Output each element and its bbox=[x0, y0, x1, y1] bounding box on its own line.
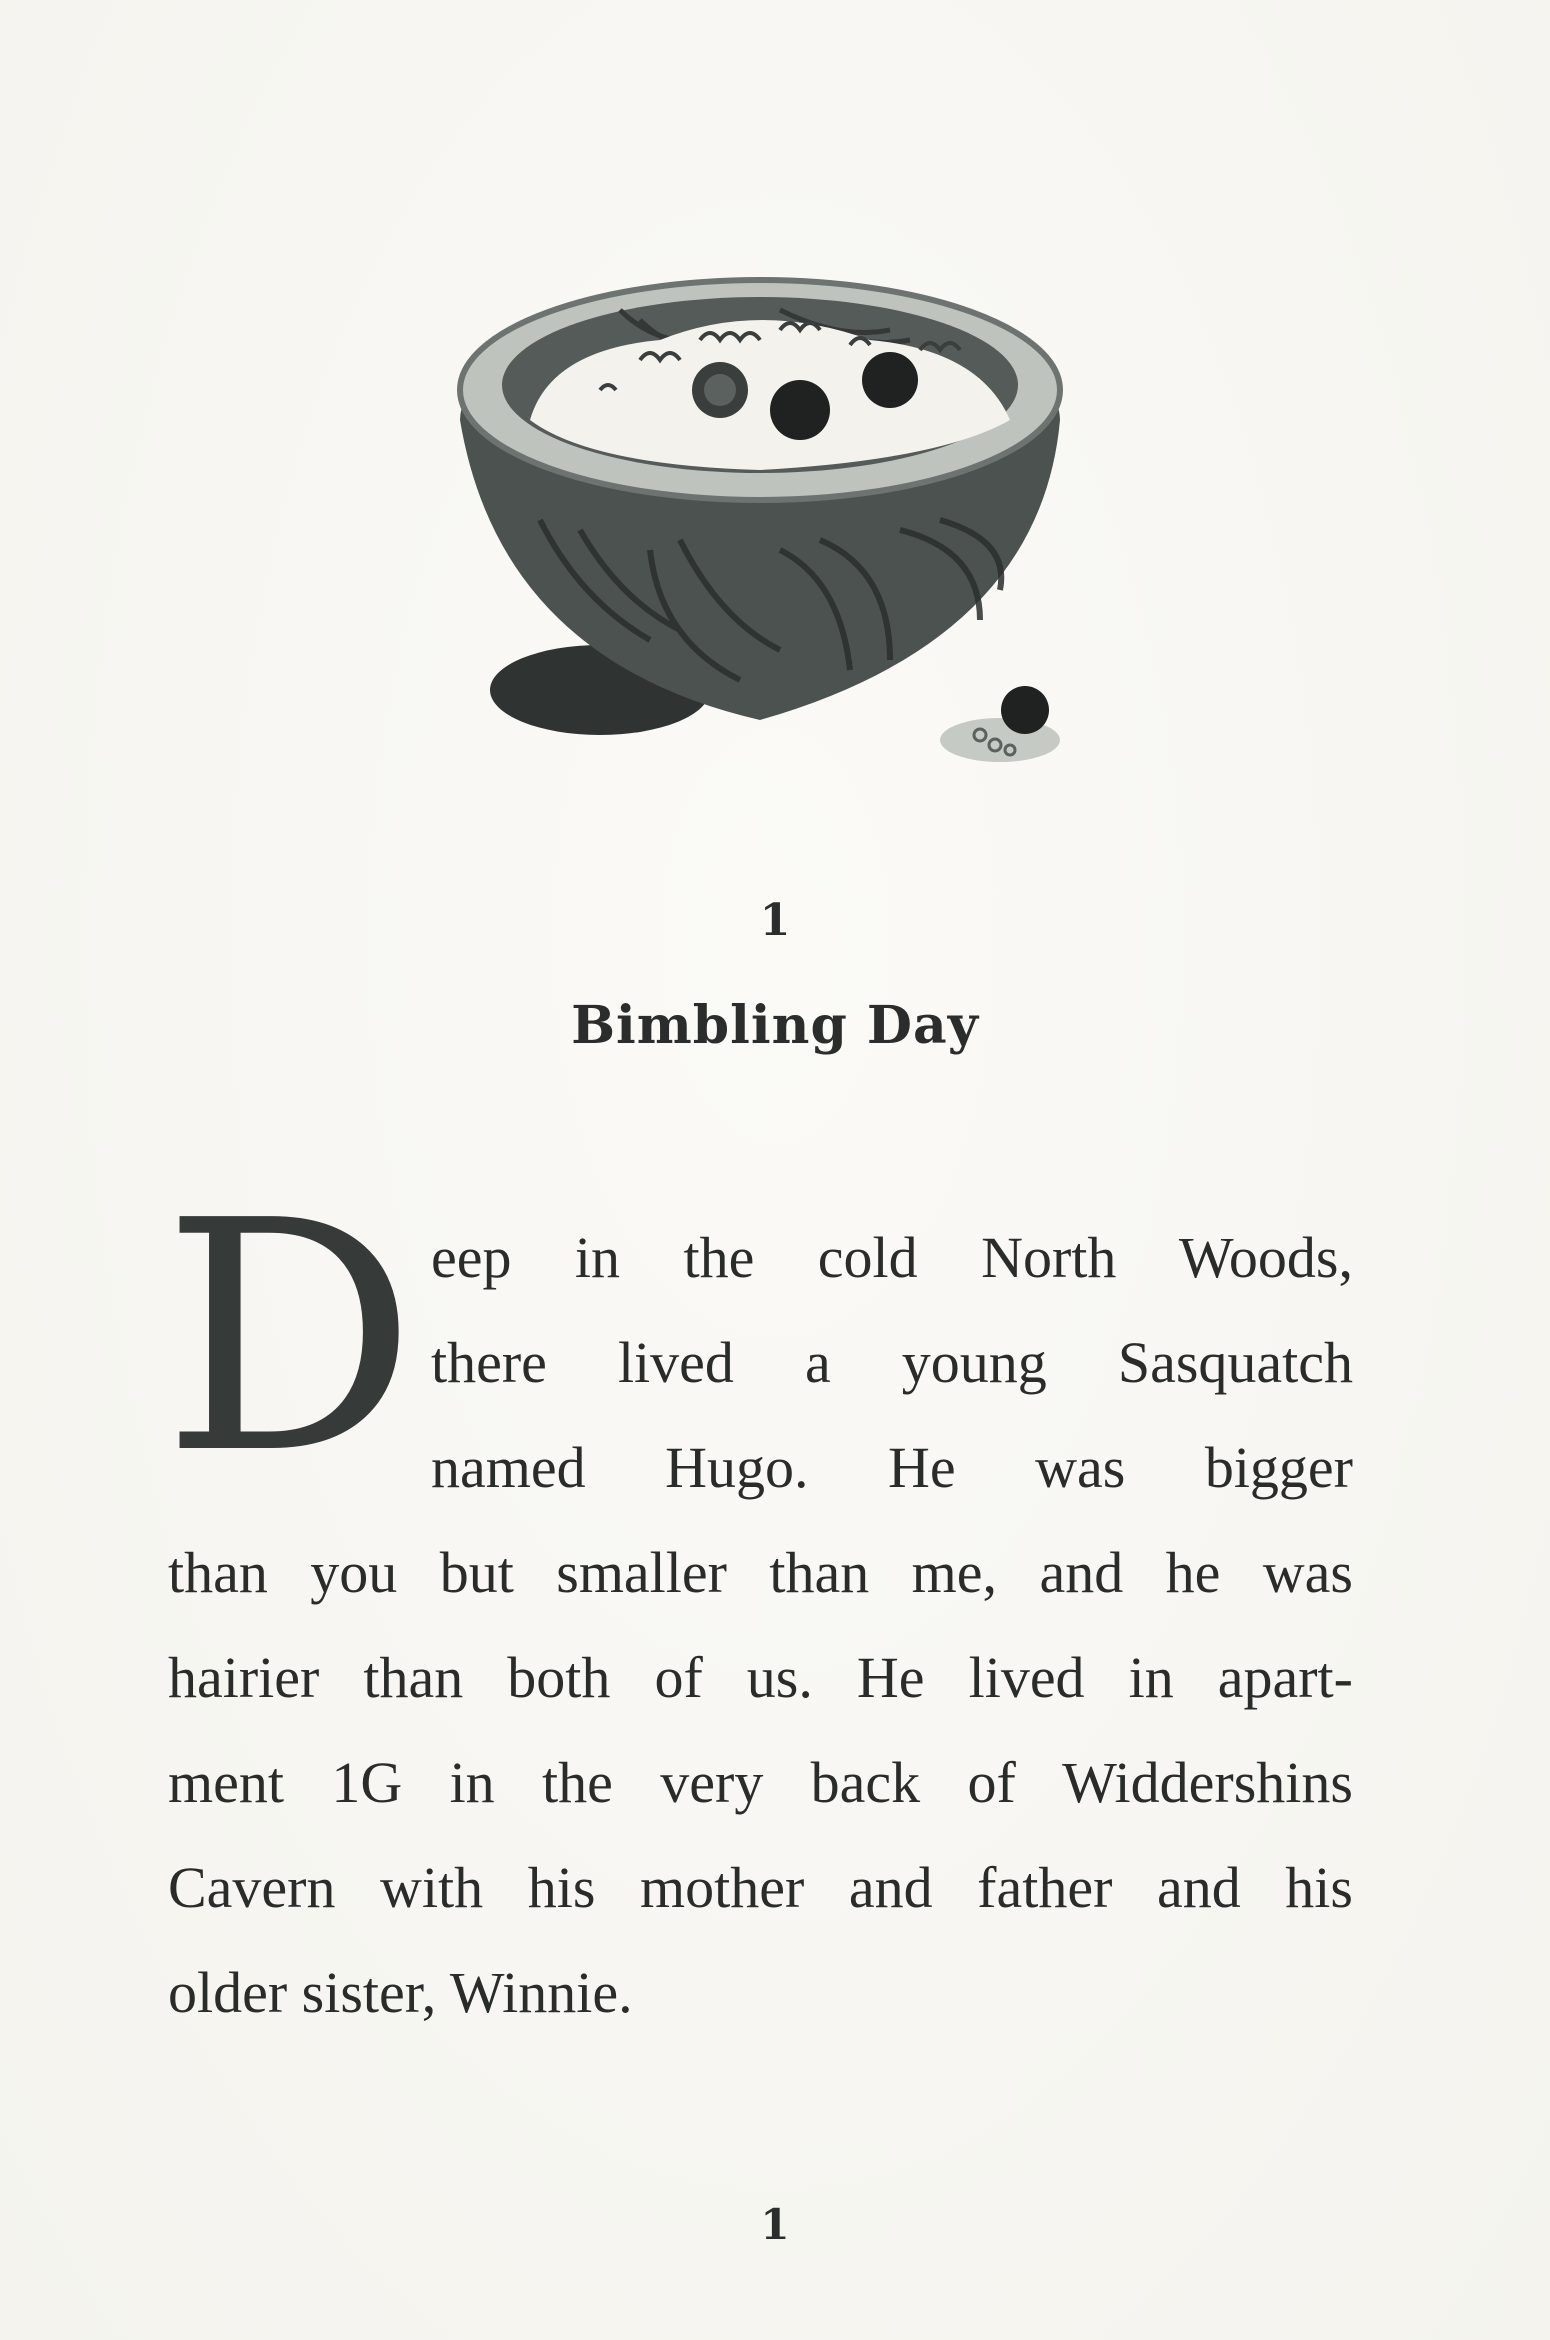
page-number: 1 bbox=[760, 2200, 790, 2249]
chapter-body bbox=[162, 1153, 1353, 2045]
text-line: hairier than both of us. He lived in apart- bbox=[168, 1645, 1353, 1710]
text-line: older sister, Winnie. bbox=[168, 1960, 633, 2025]
text-line: ment 1G in the very back of Widdershins bbox=[168, 1750, 1353, 1815]
porridge-bowl-illustration bbox=[420, 220, 1100, 840]
text-line: eep in the cold North Woods, bbox=[430, 1225, 1353, 1290]
text-line: there lived a young Sasquatch bbox=[430, 1330, 1353, 1395]
text-line: Cavern with his mother and father and his bbox=[168, 1855, 1353, 1920]
drop-cap: D bbox=[162, 1153, 417, 1523]
text-line: named Hugo. He was bigger bbox=[430, 1435, 1353, 1500]
chapter-number: 1 bbox=[759, 895, 791, 946]
text-line: than you but smaller than me, and he was bbox=[168, 1540, 1353, 1605]
chapter-title: Bimbling Day bbox=[571, 995, 979, 1056]
